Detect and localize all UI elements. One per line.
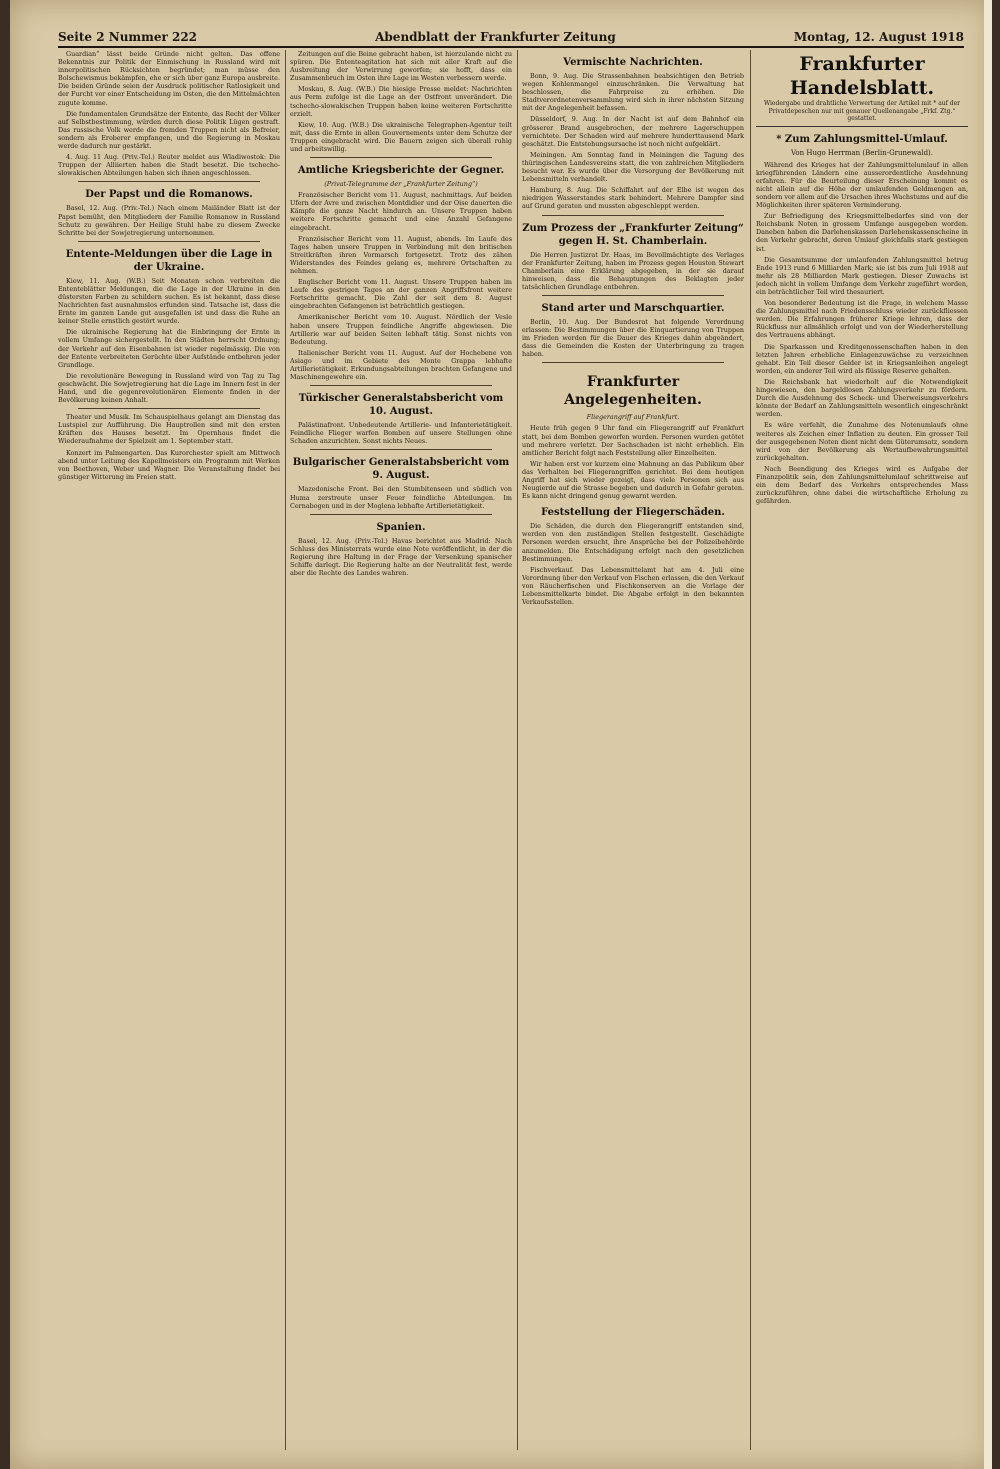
section-subheading: Fliegerangriff auf Frankfurt.: [586, 413, 680, 422]
section-heading-bulgarisch: Bulgarischer Generalstabsbericht vom 9. August.: [292, 457, 510, 482]
article-paragraph: Düsseldorf, 9. Aug. In der Nacht ist auf dem Bahnhof ein grösserer Brand ausgebrochen, der mehrere Lagerschuppen vernichtete. Der Schaden wird auf mehrere hunderttausend Mark geschätzt. Die Entstehungsursache ist noch nicht aufgeklärt.: [522, 115, 744, 148]
article-paragraph: Es wäre verfehlt, die Zunahme des Notenumlaufs ohne weiteres als Zeichen einer Inflation zu deuten. Ein grosser Teil der ausgegebenen Noten dient nicht dem Güterumsatz, sondern wird von der Bevölkerung als Wertaufbewahrungsmittel zurückgehalten.: [756, 421, 968, 462]
article-title: * Zum Zahlungsmittel-Umlauf.: [776, 133, 948, 145]
article-paragraph: Französischer Bericht vom 11. August, nachmittags. Auf beiden Ufern der Avre und zwischen Montdidier und der Oise dauerten die Kämpfe die ganze Nacht hindurch an. Unsere Truppen haben weitere Fortschritte gemacht und eine Anzahl Gefangene eingebracht.: [290, 191, 512, 232]
article-paragraph: Englischer Bericht vom 11. August. Unsere Truppen haben im Laufe des gestrigen Tages an der ganzen Angriffsfront weitere Fortschritte gemacht. Die Zahl der seit dem 8. August eingebrachten Gefangenen ist beträchtlich gestiegen.: [290, 278, 512, 311]
column-rule: [750, 50, 751, 1450]
section-subheading: (Privat-Telegramme der „Frankfurter Zeitung“): [324, 180, 478, 189]
article-paragraph: Bonn, 9. Aug. Die Strassenbahnen beabsichtigen den Betrieb wegen Kohlenmangel einzuschränken. Die Verwaltung hat beschlossen, die Fahrpreise zu erhöhen. Die Stadtverordnetenversammlung wird sich in ihrer nächsten Sitzung mit der Angelegenheit befassen.: [522, 72, 744, 113]
section-heading-kriegsberichte: Amtliche Kriegsberichte der Gegner.: [297, 165, 505, 177]
article-paragraph: Basel, 12. Aug. (Priv.-Tel.) Havas berichtet aus Madrid: Nach Schluss des Ministerrats wurde eine Note veröffentlicht, in der die Regierung ihre Haltung in der Frage der Versenkung spanischer Schiffe darlegt. Die Regierung halte an der Neutralität fest, werde aber die Rechte des Landes wahren.: [290, 536, 512, 578]
article-paragraph: Fischverkauf. Das Lebensmittelamt hat am 4. Juli eine Verordnung über den Verkauf von Fischen erlassen, die den Verkauf von Räucherfischen und Fischkonserven an die Vorlage der Lebensmittelkarte bindet. Die Abgabe erfolgt in den bekannten Verkaufsstellen.: [522, 565, 744, 607]
column-rule: [517, 50, 518, 1450]
article-paragraph: Französischer Bericht vom 11. August, abends. Im Laufe des Tages haben unsere Truppen in Verbindung mit den britischen Streitkräften ihren Vormarsch fortgesetzt. Trotz des zähen Widerstandes des Feindes gelang es, mehrere Ortschaften zu nehmen.: [290, 234, 512, 275]
column-3: [522, 50, 744, 1450]
page-header: [58, 28, 964, 48]
article-paragraph: Berlin, 10. Aug. Der Bundesrat hat folgende Verordnung erlassen: Die Bestimmungen über die Einquartierung von Truppen im Frieden werden für die Dauer des Krieges dahin abgeändert, dass die Gemeinden die Kosten der Unterbringung zu tragen haben.: [522, 317, 744, 359]
section-heading-papst: Der Papst und die Romanows.: [85, 189, 253, 201]
article-paragraph: Kiew, 10. Aug. (W.B.) Die ukrainische Telegraphen-Agentur teilt mit, dass die Ernte in allen Gouvernements unter dem Schutze der Truppen eingebracht wird. Die Bauern zeigen sich überall ruhig und arbeitswillig.: [290, 120, 512, 154]
article-paragraph: Kiew, 11. Aug. (W.B.) Seit Monaten schon verbreiten die Ententeblätter Meldungen, die die Lage in der Ukraine in den düstersten Farben zu schildern suchen. Es ist bekannt, dass diese Nachrichten fast ausnahmslos erfunden sind. Tatsache ist, dass die Ernte im ganzen Lande gut ausgefallen ist und dass die Ruhe an keiner Stelle ernstlich gestört wurde.: [58, 276, 280, 326]
article-paragraph: Die Sparkassen und Kreditgenossenschaften haben in den letzten Jahren erhebliche Einlagenzuwächse zu verzeichnen gehabt. Ein Teil dieser Gelder ist in Kriegsanleihen angelegt worden, ein anderer Teil wird als flüssige Reserve gehalten.: [756, 342, 968, 375]
article-author: Von Hugo Herrman (Berlin-Grunewald).: [790, 148, 934, 157]
article-paragraph: Palästinafront. Unbedeutende Artillerie- und Infanterietätigkeit. Feindliche Flieger warfen Bomben auf unsere Stellungen ohne Schaden anzurichten. Sonst nichts Neues.: [290, 421, 512, 446]
newspaper-title: Abendblatt der Frankfurter Zeitung: [375, 30, 616, 44]
article-paragraph: 4. Aug. 11 Aug. (Priv.-Tel.) Reuter meldet aus Wladiwostok: Die Truppen der Alliierten haben die Stadt besetzt. Die tschecho-slowakischen Abteilungen haben sich ihnen angeschlossen.: [58, 153, 280, 178]
section-heading-vermischte: Vermischte Nachrichten.: [563, 57, 703, 68]
page-number: Seite 2 Nummer 222: [58, 30, 198, 44]
article-paragraph: Basel, 12. Aug. (Priv.-Tel.) Nach einem Mailänder Blatt ist der Papst bemüht, den Mitgliedern der Familie Romanow in Russland Schutz zu gewähren. Der Heilige Stuhl habe zu diesem Zwecke Schritte bei der Sowjetregierung unternommen.: [58, 204, 280, 237]
article-paragraph: Von besonderer Bedeutung ist die Frage, in welchem Masse die Zahlungsmittel nach Friedensschluss wieder zurückfliessen werden. Die Erfahrungen früherer Kriege lehren, dass der Rückfluss nur allmählich erfolgt und von der Wiederherstellung des Vertrauens abhängt.: [756, 299, 968, 340]
section-divider: [310, 385, 492, 386]
article-paragraph: Konzert im Palmengarten. Das Kurorchester spielt am Mittwoch abend unter Leitung des Kapellmeisters ein Programm mit Werken von Beethoven, Weber und Wagner. Die Veranstaltung findet bei günstiger Witterung im Freien statt.: [58, 448, 280, 481]
article-paragraph: Heute früh gegen 9 Uhr fand ein Fliegerangriff auf Frankfurt statt, bei dem Bomben geworfen wurden. Personen wurden getötet und mehrere verletzt. Der Sachschaden ist nicht erheblich. Ein amtlicher Bericht folgt nach Feststellung aller Einzelheiten.: [522, 424, 744, 457]
section-divider: [310, 449, 492, 450]
section-heading-spanien: Spanien.: [376, 521, 426, 533]
article-paragraph: Die revolutionäre Bewegung in Russland wird von Tag zu Tag geschwächt. Die Sowjetregierung hat die Lage im Innern fest in der Hand, und die gegenrevolutionären Elemente finden in der Bevölkerung keinen Anhalt.: [58, 371, 280, 405]
column-rule: [285, 50, 286, 1450]
article-paragraph: Die Herren Justizrat Dr. Haas, im Bevollmächtigte des Verlages der Frankfurter Zeitung, haben im Prozess gegen Houston Stewart Chamberlain eine Erklärung abgegeben, in der sie darauf hinweisen, dass die Behauptungen des Beklagten jeder tatsächlichen Grundlage entbehren.: [522, 250, 744, 291]
article-paragraph: Mazedonische Front. Bei den Stumbitenseen und südlich von Huma zerstreute unser Feuer feindliche Abteilungen. Im Cernabogen und in der Moglena lebhafte Artillerietätigkeit.: [290, 485, 512, 510]
section-heading-tuerkisch: Türkischer Generalstabsbericht vom 10. August.: [298, 393, 504, 418]
issue-date: Montag, 12. August 1918: [793, 30, 964, 44]
article-paragraph: Zeitungen auf die Beine gebracht haben, ist hierzulande nicht zu spüren. Die Ententeagitation hat sich mit aller Kraft auf die Ausbreitung der Verwirrung geworfen; sie hofft, dass ein Zusammenbruch im Osten ihre Lage im Westen verbessern werde.: [290, 50, 512, 83]
section-divider: [310, 514, 492, 515]
section-heading-marschquartier: Stand arter und Marschquartier.: [541, 302, 725, 314]
article-paragraph: Meiningen. Am Sonntag fand in Meiningen die Tagung des thüringischen Landesvereins statt, die von zahlreichen Mitgliedern besucht war. Es wurde über die Versorgung der Bevölkerung mit Lebensmitteln verhandelt.: [522, 150, 744, 184]
handelsblatt-notice: Wiedergabe und drahtliche Verwertung der Artikel mit * auf der Privatdepeschen nur mit genauer Quellenangabe „Frkf. Ztg.“ gestattet.: [756, 100, 968, 127]
column-2: [290, 50, 512, 1450]
article-paragraph: Wir haben erst vor kurzem eine Mahnung an das Publikum über das Verhalten bei Fliegerangriffen gerichtet. Bei dem heutigen Angriff hat sich wieder gezeigt, dass viele Personen sich aus Neugierde auf die Strasse begeben und dadurch in Gefahr geraten. Es kann nicht dringend genug gewarnt werden.: [522, 459, 744, 501]
section-heading-prozess: Zum Prozess der „Frankfurter Zeitung“ gegen H. St. Chamberlain.: [522, 222, 744, 247]
article-paragraph: Nach Beendigung des Krieges wird es Aufgabe der Finanzpolitik sein, den Zahlungsmittelumlauf schrittweise auf ein dem Bedarf des Verkehrs entsprechendes Mass zurückzuführen, ohne dabei die wirtschaftliche Erholung zu gefährden.: [756, 464, 968, 506]
section-heading-frankfurter: Frankfurter Angelegenheiten.: [564, 374, 702, 409]
section-divider: [78, 181, 260, 182]
section-heading-fliegerschaeden: Feststellung der Fliegerschäden.: [541, 507, 725, 519]
article-paragraph: Die fundamentalen Grundsätze der Entente, das Recht der Völker auf Selbstbestimmung, würden durch diese Politik Lügen gestraft. Das russische Volk werde die fremden Truppen nicht als Befreier, sondern als Eroberer empfangen, und die Regierung in Moskau werde dadurch nur gestärkt.: [58, 109, 280, 151]
article-paragraph: Während des Krieges hat der Zahlungsmittelumlauf in allen kriegführenden Ländern eine ausserordentliche Ausdehnung erfahren. Für die Beurteilung dieser Erscheinung kommt es nicht allein auf die Höhe der umlaufenden Geldmengen an, sondern vor allem auf die Ursachen ihres Wachstums und auf die Möglichkeiten ihrer späteren Verminderung.: [756, 160, 968, 210]
article-paragraph: Guardian“ lässt beide Gründe nicht gelten. Das offene Bekenntnis zur Politik der Einmischung in Russland wird mit innerpolitischen Rücksichten begründet; man müsse den Bolschewismus bekämpfen, ehe er sich über ganz Europa ausbreite. Die beiden Gründe seien der Ausdruck politischer Ratlosigkeit und der Furcht vor einer Entscheidung im Osten, die den Mittelmächten zugute komme.: [58, 50, 280, 107]
section-divider: [542, 362, 724, 363]
column-1: [58, 50, 280, 1450]
article-paragraph: Italienischer Bericht vom 11. August. Auf der Hochebene von Asiago und im Gebiete des Monte Grappa lebhafte Artillerietätigkeit. Erkundungsabteilungen brachten Gefangene und Maschinengewehre ein.: [290, 348, 512, 382]
article-paragraph: Zur Befriedigung des Kriegsmittelbedarfes sind von der Reichsbank Noten in grossem Umfange ausgegeben worden. Daneben haben die Darlehenskassen Darlehenskassenscheine in den Verkehr gebracht, deren Umlauf gleichfalls stark gestiegen ist.: [756, 212, 968, 253]
article-paragraph: Theater und Musik. Im Schauspielhaus gelangt am Dienstag das Lustspiel zur Aufführung. Die Hauptrollen sind mit den ersten Kräften des Hauses besetzt. Im Opernhaus findet die Wiederaufnahme der Spielzeit am 1. September statt.: [58, 413, 280, 446]
section-divider: [310, 157, 492, 158]
section-divider: [542, 295, 724, 296]
article-paragraph: Die Reichsbank hat wiederholt auf die Notwendigkeit hingewiesen, den bargeldlosen Zahlungsverkehr zu fördern. Durch die Ausdehnung des Scheck- und Überweisungsverkehrs könnte der Bedarf an Zahlungsmitteln wesentlich eingeschränkt werden.: [756, 377, 968, 419]
article-paragraph: Hamburg, 8. Aug. Die Schiffahrt auf der Elbe ist wegen des niedrigen Wasserstandes stark behindert. Mehrere Dampfer sind auf Grund geraten und mussten abgeschleppt werden.: [522, 186, 744, 211]
article-paragraph: Die Gesamtsumme der umlaufenden Zahlungsmittel betrug Ende 1913 rund 6 Milliarden Mark; sie ist bis zum Juli 1918 auf mehr als 28 Milliarden Mark gestiegen. Dieser Zuwachs ist jedoch nicht in vollem Umfange dem Verkehr zugeführt worden, ein beträchtlicher Teil wird thesauriert.: [756, 255, 968, 296]
article-paragraph: Die Schäden, die durch den Fliegerangriff entstanden sind, werden von den zuständigen Stellen festgestellt. Geschädigte Personen werden ersucht, ihre Ansprüche bei der Polizeibehörde anzumelden. Die Entschädigung erfolgt nach den gesetzlichen Bestimmungen.: [522, 522, 744, 563]
handelsblatt-masthead: Frankfurter Handelsblatt.: [789, 53, 935, 99]
section-divider: [542, 215, 724, 216]
page-edge: [984, 0, 992, 1469]
article-paragraph: Moskau, 8. Aug. (W.B.) Die hiesige Presse meldet: Nachrichten aus Perm zufolge ist die Lage an der Ostfront unverändert. Die tschecho-slowakischen Truppen haben keine weiteren Fortschritte erzielt.: [290, 85, 512, 118]
section-heading-ukraine: Entente-Meldungen über die Lage in der Ukraine.: [65, 248, 273, 273]
column-4: [756, 50, 968, 1450]
article-paragraph: Amerikanischer Bericht vom 10. August. Nördlich der Vesle haben unsere Truppen feindliche Angriffe abgewiesen. Die Artillerie war auf beiden Seiten lebhaft tätig. Sonst nichts von Bedeutung.: [290, 313, 512, 346]
section-divider: [78, 408, 260, 409]
article-paragraph: Die ukrainische Regierung hat die Einbringung der Ernte in vollem Umfange sichergestellt. In den Städten herrscht Ordnung; der Verkehr auf den Eisenbahnen ist wieder regelmässig. Die von der Entente verbreiteten Gerüchte über Aufstände entbehren jeder Grundlage.: [58, 328, 280, 369]
newspaper-page: [10, 0, 992, 1469]
section-divider: [78, 241, 260, 242]
